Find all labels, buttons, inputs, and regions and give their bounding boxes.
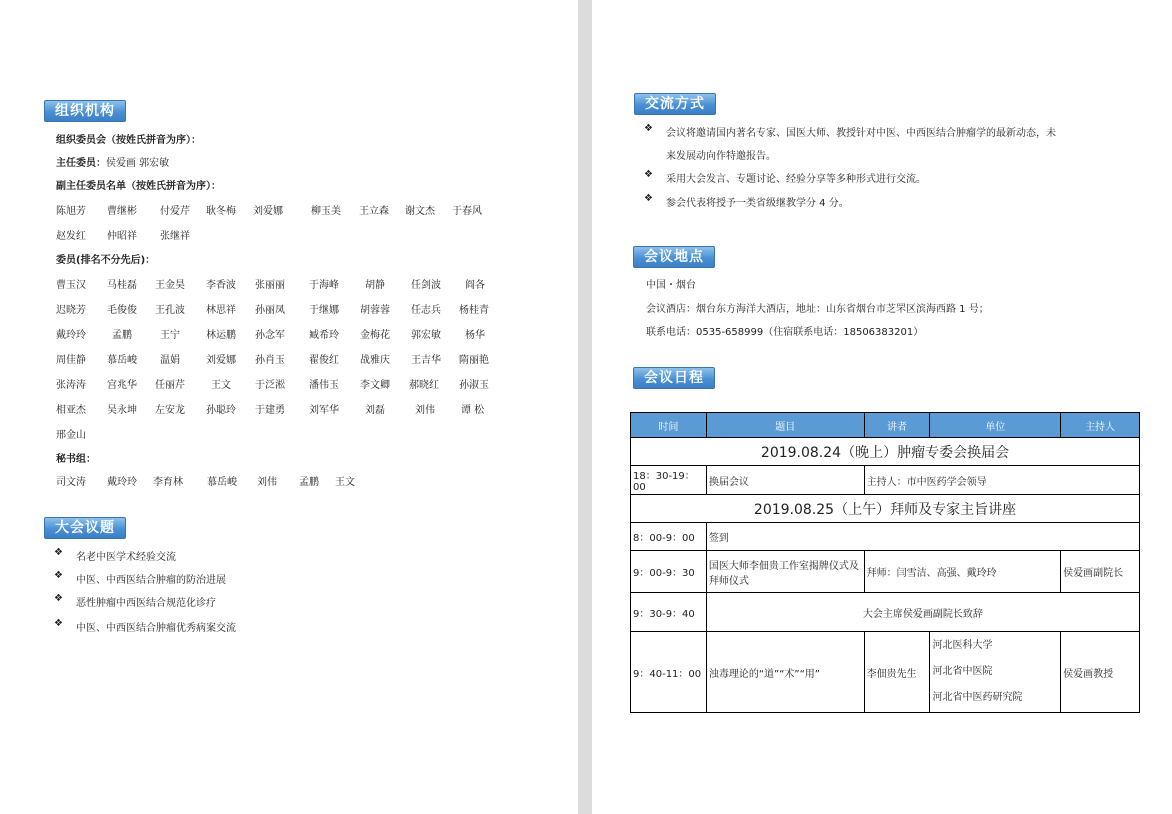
diamond-bullet-icon: ❖ [644, 193, 653, 204]
name-cell: 林运鹏 [206, 330, 236, 341]
name-cell: 温娟 [160, 355, 180, 366]
section-badge-schedule: 会议日程 [633, 367, 715, 389]
name-cell: 任志兵 [411, 305, 441, 316]
name-cell: 毛俊俊 [107, 305, 137, 316]
name-cell: 迟晓芳 [56, 305, 86, 316]
name-cell: 杨桂青 [459, 305, 489, 316]
name-cell: 战雅庆 [360, 355, 390, 366]
name-cell: 仲昭祥 [107, 231, 137, 242]
name-cell: 赵发红 [56, 231, 86, 242]
schedule-table [630, 412, 1140, 713]
name-cell: 曹玉汉 [56, 280, 86, 291]
diamond-bullet-icon: ❖ [644, 123, 653, 134]
name-cell: 孟鹏 [112, 330, 132, 341]
topic-cell: 浊毒理论的“道”“术”“用” [706, 632, 864, 713]
name-cell: 王吉华 [411, 355, 441, 366]
name-cell: 林思祥 [206, 305, 236, 316]
diamond-bullet-icon: ❖ [54, 593, 63, 604]
host-cell: 侯爱画教授 [1061, 632, 1140, 713]
name-cell: 张涛涛 [56, 380, 86, 391]
column-header: 时间 [631, 413, 707, 438]
name-cell: 胡静 [365, 280, 385, 291]
name-cell: 郭宏敏 [411, 330, 441, 341]
name-cell: 曹继彬 [107, 206, 137, 217]
name-cell: 李文卿 [360, 380, 390, 391]
name-cell: 隋丽艳 [459, 355, 489, 366]
name-cell: 陈旭芳 [56, 206, 86, 217]
vice-title: 副主任委员名单（按姓氏拼音为序）： [56, 181, 221, 192]
column-header: 题目 [706, 413, 864, 438]
name-cell: 周佳静 [56, 355, 86, 366]
diamond-bullet-icon: ❖ [54, 618, 63, 629]
name-cell: 王文 [211, 380, 231, 391]
day-title-row [631, 438, 1140, 466]
day-title: 2019.08.25（上午）拜师及专家主旨讲座 [631, 495, 1140, 523]
name-cell: 刘磊 [365, 405, 385, 416]
venue-city: 中国・烟台 [646, 280, 696, 291]
name-cell: 臧希玲 [309, 330, 339, 341]
name-cell: 刘军华 [309, 405, 339, 416]
name-cell: 相亚杰 [56, 405, 86, 416]
exchange-item-cont: 来发展动向作特邀报告。 [666, 151, 776, 162]
name-cell: 谢文杰 [405, 206, 435, 217]
name-cell: 孟鹏 [299, 477, 319, 488]
column-header: 讲者 [864, 413, 930, 438]
topic-cell: 国医大师李佃贵工作室揭牌仪式及拜师仪式 [706, 551, 864, 593]
name-cell: 李香波 [206, 280, 236, 291]
content-cell: 大会主席侯爱画副院长致辞 [706, 593, 1139, 632]
name-cell: 孙淑玉 [459, 380, 489, 391]
chair-names: 侯爱画 郭宏敏 [106, 158, 170, 169]
section-badge-topics: 大会议题 [44, 517, 126, 539]
table-row [631, 551, 1140, 593]
name-cell: 任剑波 [411, 280, 441, 291]
column-header: 单位 [930, 413, 1061, 438]
section-badge-exchange: 交流方式 [634, 93, 716, 115]
time-cell: 9：00-9：30 [631, 551, 707, 593]
name-cell: 王金昊 [155, 280, 185, 291]
time-cell: 9：30-9：40 [631, 593, 707, 632]
name-cell: 于春风 [452, 206, 482, 217]
section-badge-venue: 会议地点 [633, 246, 715, 268]
name-cell: 戴玲玲 [107, 477, 137, 488]
table-row [631, 523, 1140, 551]
name-cell: 阎各 [465, 280, 485, 291]
day-title: 2019.08.24（晚上）肿瘤专委会换届会 [631, 438, 1140, 466]
diamond-bullet-icon: ❖ [54, 547, 63, 558]
name-cell: 金梅花 [360, 330, 390, 341]
chair-label: 主任委员： [56, 158, 106, 169]
topic-cell: 签到 [706, 523, 1139, 551]
name-cell: 潘伟玉 [309, 380, 339, 391]
name-cell: 司文涛 [56, 477, 86, 488]
name-cell: 孙丽凤 [255, 305, 285, 316]
time-cell: 18：30-19：00 [631, 466, 707, 495]
name-cell: 胡蓉蓉 [360, 305, 390, 316]
name-cell: 刘爱娜 [206, 355, 236, 366]
members-title: 委员(排名不分先后)： [56, 255, 156, 266]
name-cell: 张继祥 [160, 231, 190, 242]
time-cell: 9：40-11：00 [631, 632, 707, 713]
name-cell: 邢金山 [56, 430, 86, 441]
venue-hotel: 会议酒店：烟台东方海洋大酒店，地址：山东省烟台市芝罘区滨海西路 1 号； [646, 304, 989, 315]
column-header: 主持人 [1061, 413, 1140, 438]
name-cell: 王文 [335, 477, 355, 488]
diamond-bullet-icon: ❖ [54, 570, 63, 581]
name-cell: 刘伟 [415, 405, 435, 416]
section-badge-org: 组织机构 [44, 100, 126, 122]
name-cell: 孙聪玲 [206, 405, 236, 416]
table-row [631, 632, 1140, 713]
host-cell: 侯爱画副院长 [1061, 551, 1140, 593]
name-cell: 于海峰 [309, 280, 339, 291]
name-cell: 任丽芹 [155, 380, 185, 391]
name-cell: 慕岳峻 [107, 355, 137, 366]
name-cell: 李育林 [153, 477, 183, 488]
name-cell: 宫兆华 [107, 380, 137, 391]
name-cell: 刘爱娜 [253, 206, 283, 217]
name-cell: 慕岳峻 [207, 477, 237, 488]
name-cell: 王立森 [359, 206, 389, 217]
name-cell: 杨华 [465, 330, 485, 341]
name-cell: 戴玲玲 [56, 330, 86, 341]
speaker-cell: 拜师：闫雪洁、高强、戴玲玲 [864, 551, 1061, 593]
speaker-cell: 主持人：市中医药学会领导 [864, 466, 1139, 495]
secretary-title: 秘书组： [56, 454, 96, 465]
diamond-bullet-icon: ❖ [644, 169, 653, 180]
name-cell: 孙肖玉 [255, 355, 285, 366]
name-cell: 张丽丽 [255, 280, 285, 291]
name-cell: 柳玉美 [311, 206, 341, 217]
table-row [631, 593, 1140, 632]
name-cell: 王孔波 [155, 305, 185, 316]
committee-title: 组织委员会（按姓氏拼音为序）： [56, 135, 201, 146]
unit-line: 河北省中医院 [932, 666, 993, 677]
unit-line: 河北医科大学 [932, 640, 993, 651]
name-cell: 谭 松 [461, 405, 485, 416]
name-cell: 刘伟 [257, 477, 277, 488]
name-cell: 于泛淞 [255, 380, 285, 391]
name-cell: 耿冬梅 [206, 206, 236, 217]
name-cell: 王宁 [160, 330, 180, 341]
venue-phone: 联系电话：0535-658999（住宿联系电话：18506383201） [646, 327, 924, 338]
name-cell: 于继娜 [309, 305, 339, 316]
day-title-row [631, 495, 1140, 523]
name-cell: 付爱芹 [160, 206, 190, 217]
name-cell: 左安龙 [155, 405, 185, 416]
unit-cell [930, 632, 1061, 713]
name-cell: 吴永坤 [107, 405, 137, 416]
unit-line: 河北省中医药研究院 [932, 692, 1023, 703]
name-cell: 马桂磊 [107, 280, 137, 291]
name-cell: 翟俊红 [309, 355, 339, 366]
table-row [631, 466, 1140, 495]
name-cell: 郝晓红 [409, 380, 439, 391]
speaker-cell: 李佃贵先生 [864, 632, 930, 713]
left-page [0, 0, 578, 814]
table-header-row [631, 413, 1140, 438]
time-cell: 8：00-9：00 [631, 523, 707, 551]
name-cell: 孙念军 [255, 330, 285, 341]
name-cell: 于建勇 [255, 405, 285, 416]
chair-line [56, 154, 169, 169]
topic-cell: 换届会议 [706, 466, 864, 495]
